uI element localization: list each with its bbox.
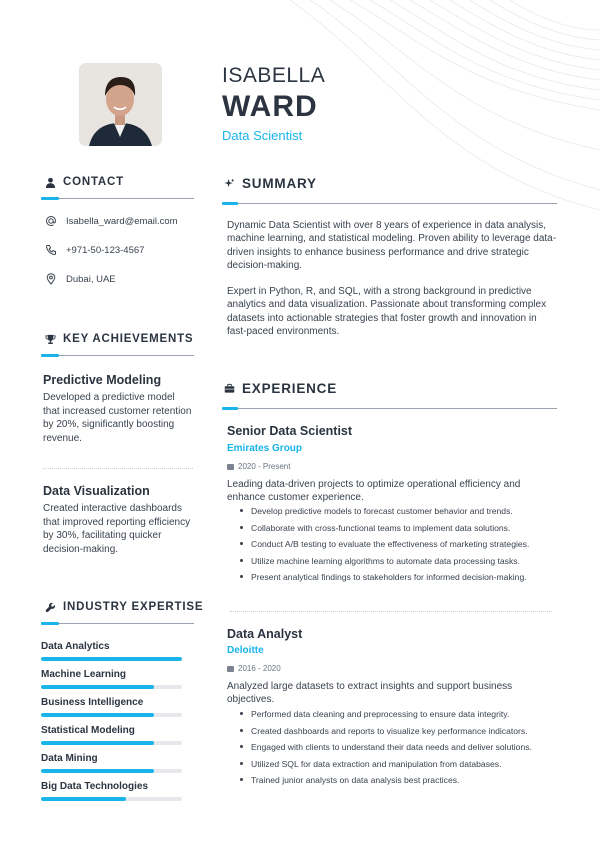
job-company: Deloitte: [227, 645, 264, 656]
wrench-icon: [45, 602, 56, 613]
job-dates: [227, 664, 281, 673]
skill-bar: [41, 769, 182, 773]
experience-divider: [222, 408, 557, 409]
phone-icon: [45, 244, 57, 256]
skill-name: Machine Learning: [41, 669, 127, 680]
contact-location: [45, 273, 116, 285]
job-bullets: [240, 708, 560, 791]
skill-bar-fill: [41, 769, 154, 773]
skill-bar: [41, 713, 182, 717]
profile-photo: [79, 63, 162, 146]
contact-phone[interactable]: [45, 244, 144, 256]
expertise-divider-accent: [41, 622, 59, 625]
skill-name: Big Data Technologies: [41, 781, 149, 792]
summary-divider: [222, 203, 557, 204]
achievement-desc: Created interactive dashboards that improved reporting efficiency by 30%, facilitating quicker decision-making.: [43, 503, 191, 555]
trophy-icon: [45, 334, 56, 345]
list-item: Created dashboards and reports to visualize key performance indicators.: [240, 725, 560, 742]
job-company: Emirates Group: [227, 443, 303, 454]
calendar-icon: [227, 464, 234, 470]
list-item: Conduct A/B testing to evaluate the effectiveness of marketing strategies.: [240, 538, 560, 555]
job-title: Data Scientist: [222, 128, 303, 143]
achievement-desc: Developed a predictive model that increased customer retention by 20%, significantly boosting revenue.: [43, 392, 192, 444]
skill-item: [41, 753, 182, 773]
job-bullets: [240, 505, 560, 588]
achievements-divider: [41, 355, 194, 356]
achievement-title: Data Visualization: [43, 484, 150, 498]
contact-location-text: Dubai, UAE: [66, 273, 116, 285]
skill-name: Business Intelligence: [41, 697, 144, 708]
achievements-heading-label: KEY ACHIEVEMENTS: [63, 333, 194, 345]
list-item: Present analytical findings to stakeholders for informed decision-making.: [240, 571, 560, 588]
list-item: Utilize machine learning algorithms to automate data processing tasks.: [240, 555, 560, 572]
experience-heading: [224, 381, 337, 396]
list-item: Utilized SQL for data extraction and manipulation from databases.: [240, 758, 560, 775]
person-icon: [45, 177, 56, 188]
skill-bar-fill: [41, 685, 154, 689]
briefcase-icon: [224, 383, 235, 394]
contact-heading: [45, 176, 124, 188]
calendar-icon: [227, 666, 234, 672]
skill-name: Data Mining: [41, 753, 98, 764]
list-item: Performed data cleaning and preprocessing to ensure data integrity.: [240, 708, 560, 725]
skill-item: [41, 725, 182, 745]
summary-divider-accent: [222, 202, 238, 205]
first-name: ISABELLA: [222, 64, 326, 87]
job-dates-text: 2016 - 2020: [238, 664, 281, 673]
contact-email-text: Isabella_ward@email.com: [66, 215, 178, 227]
expertise-heading: [45, 601, 203, 613]
job-dates-text: 2020 - Present: [238, 462, 291, 471]
skill-name: Data Analytics: [41, 641, 110, 652]
list-item: Collaborate with cross-functional teams to implement data solutions.: [240, 522, 560, 539]
experience-heading-label: EXPERIENCE: [242, 381, 338, 396]
skill-item: [41, 781, 182, 801]
skill-item: [41, 669, 182, 689]
summary-paragraph: Dynamic Data Scientist with over 8 years of experience in data analysis, machine learning, and statistical modeling. Proven ability to leverage data-driven insights to enhance business performance and drive strategic decision-making.: [227, 220, 557, 271]
summary-paragraph: Expert in Python, R, and SQL, with a strong background in predictive analytics and data visualization. Passionate about transforming complex datasets into actionable strategies that foster growth and innovation in fast-paced environments.: [227, 286, 547, 337]
experience-divider-accent: [222, 407, 238, 410]
skill-name: Statistical Modeling: [41, 725, 135, 736]
job-description: Leading data-driven projects to optimize operational efficiency and enhance customer experience.: [227, 479, 521, 503]
summary-heading: [224, 176, 317, 191]
contact-divider: [41, 198, 194, 199]
skill-bar-fill: [41, 741, 154, 745]
contact-email[interactable]: [45, 215, 178, 227]
achievement-separator: [43, 468, 193, 469]
achievements-heading: [45, 333, 193, 345]
job-role: Senior Data Scientist: [227, 424, 353, 438]
list-item: Trained junior analysts on data analysis best practices.: [240, 774, 560, 791]
skill-bar: [41, 741, 182, 745]
summary-heading-label: SUMMARY: [242, 176, 317, 191]
skill-bar: [41, 685, 182, 689]
contact-phone-text: +971-50-123-4567: [66, 244, 145, 256]
list-item: Engaged with clients to understand their data needs and deliver solutions.: [240, 741, 560, 758]
location-pin-icon: [45, 273, 57, 285]
contact-divider-accent: [41, 197, 59, 200]
job-dates: [227, 462, 290, 471]
skill-bar: [41, 797, 182, 801]
last-name: WARD: [222, 90, 318, 123]
contact-heading-label: CONTACT: [63, 176, 124, 188]
skill-bar-fill: [41, 797, 126, 801]
skill-bar: [41, 657, 182, 661]
at-sign-icon: [45, 215, 57, 227]
skill-item: [41, 697, 182, 717]
job-role: Data Analyst: [227, 627, 303, 641]
list-item: Develop predictive models to forecast customer behavior and trends.: [240, 505, 560, 522]
background-waves: [270, 0, 600, 210]
expertise-divider: [41, 623, 194, 624]
skill-bar-fill: [41, 713, 154, 717]
achievements-divider-accent: [41, 354, 59, 357]
skill-bar-fill: [41, 657, 182, 661]
achievement-title: Predictive Modeling: [43, 373, 162, 387]
job-separator: [230, 611, 552, 612]
expertise-heading-label: INDUSTRY EXPERTISE: [63, 601, 204, 613]
sparkle-icon: [224, 178, 235, 189]
skill-item: [41, 641, 182, 661]
job-description: Analyzed large datasets to extract insights and support business objectives.: [227, 681, 513, 705]
